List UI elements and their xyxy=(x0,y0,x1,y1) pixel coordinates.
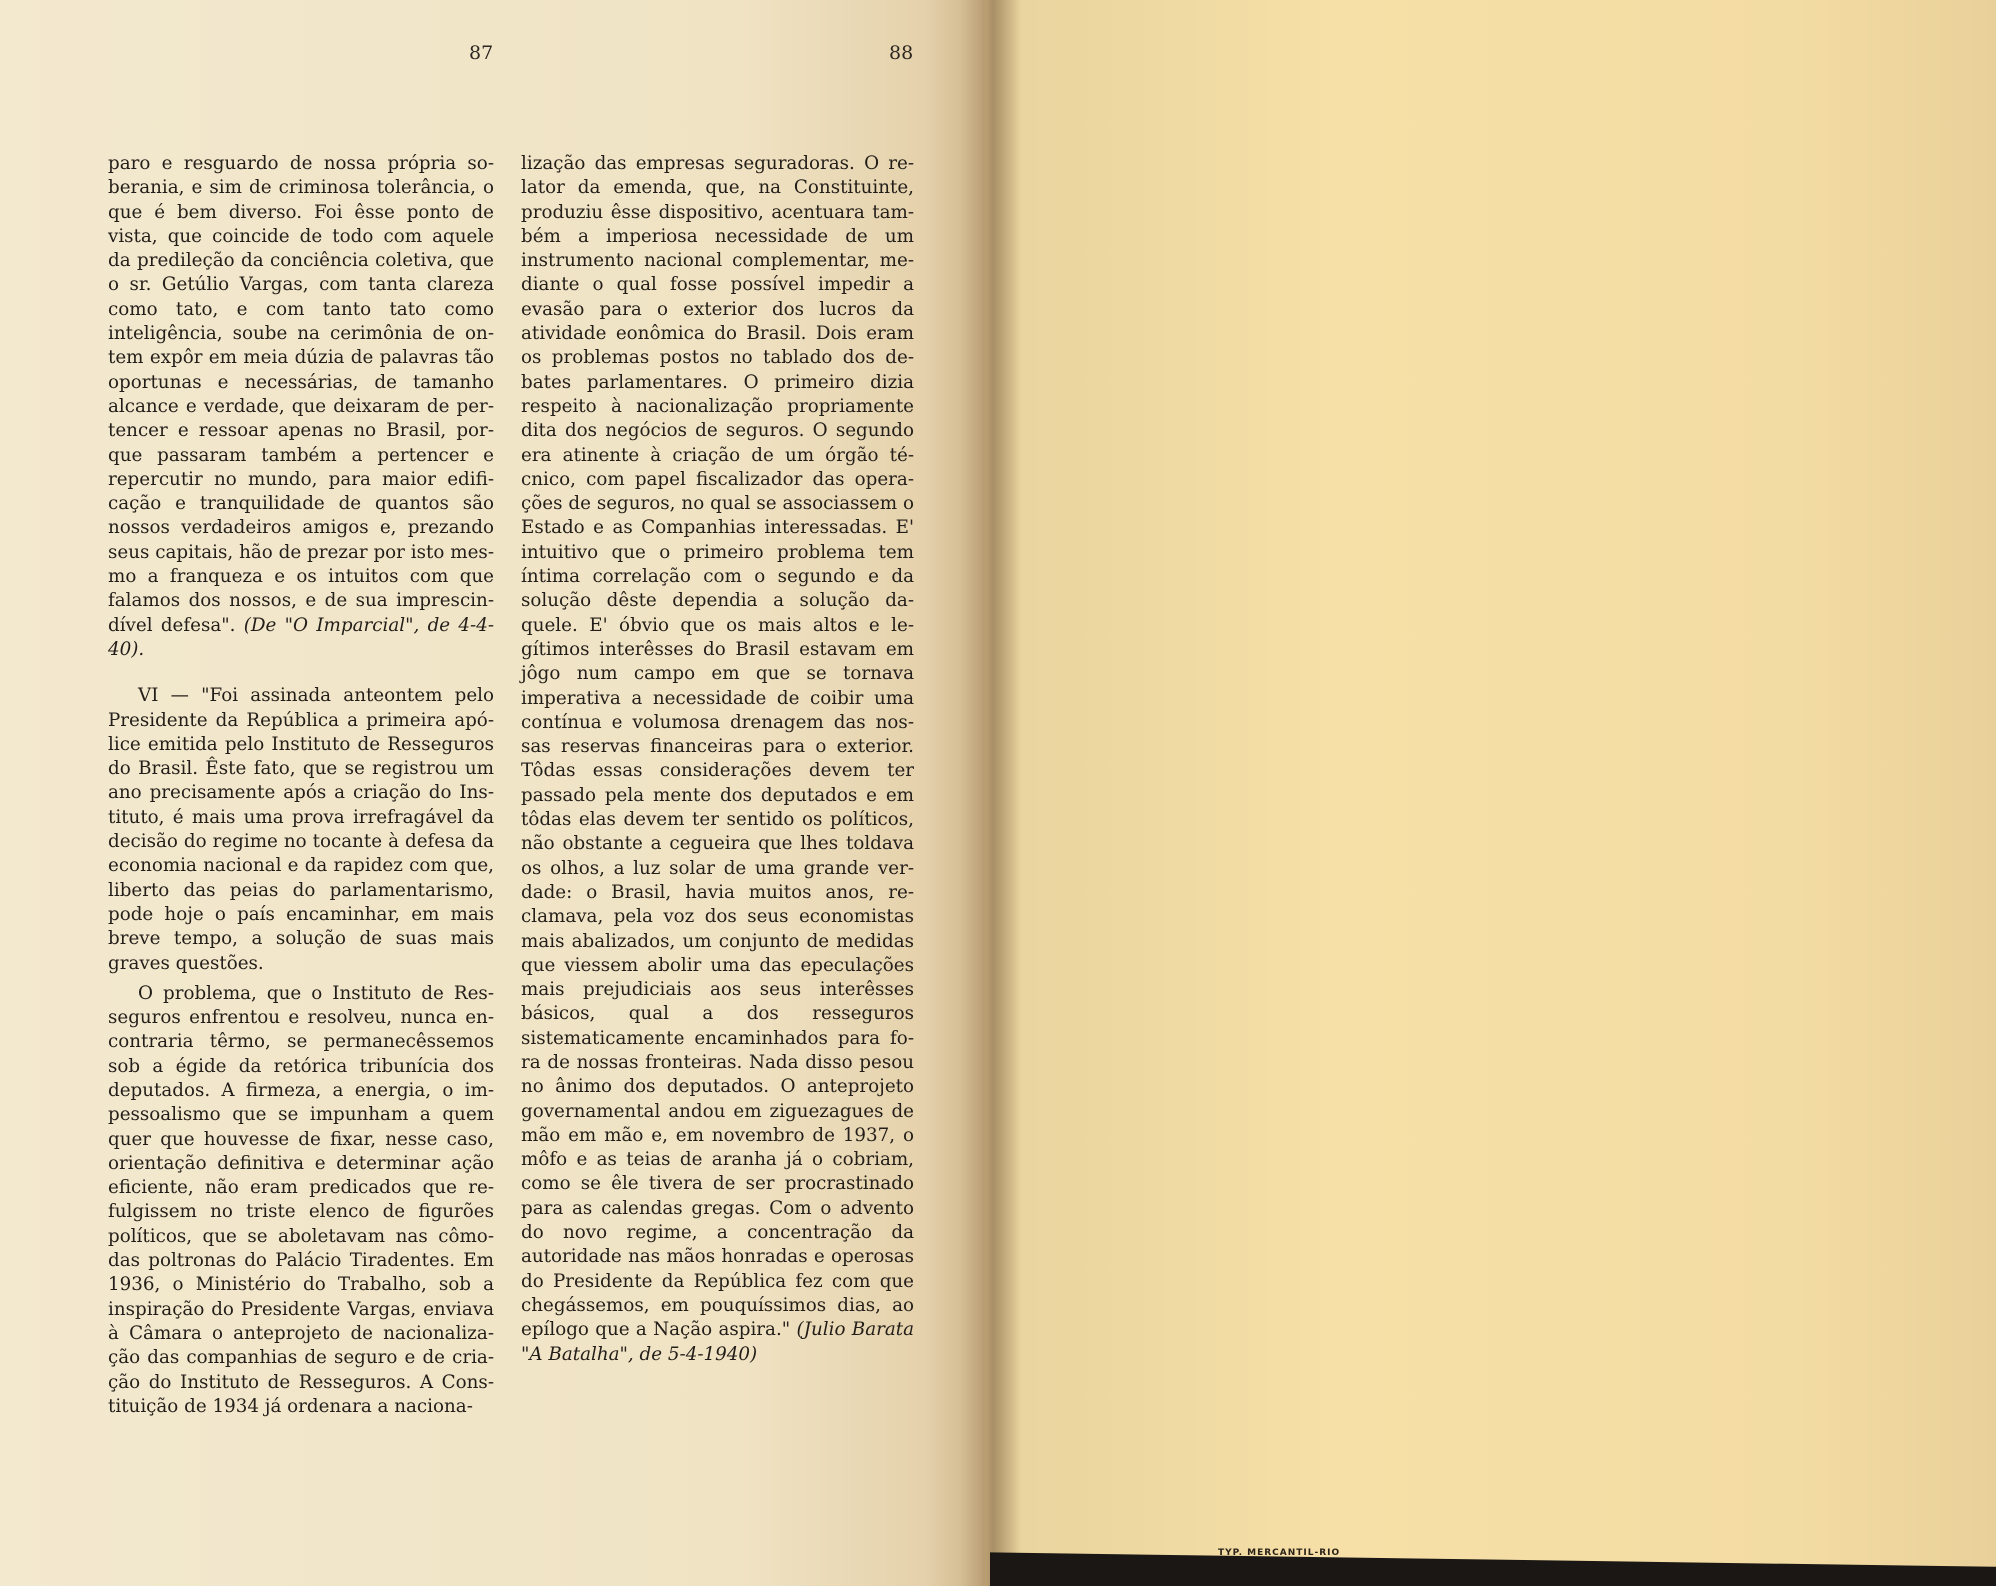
right-page xyxy=(982,0,1996,1586)
page-number-88: 88 xyxy=(889,42,914,64)
printer-imprint: TYP. MERCANTIL-RIO xyxy=(1218,1548,1341,1558)
paragraph: VI — "Foi assinada anteontem pelo Presidente da República a primeira apólice emitida pelo Instituto de Resseguros do Brasil. Êste fato, que se registrou um ano precisamente após a criação do Instituto, é mais uma prova irrefragável da decisão do regime no tocante à defesa da economia nacional e da rapidez com que, liberto das peias do parlamentarismo, pode hoje o país encaminhar, em mais breve tempo, a solução de suas mais graves questões. xyxy=(108,685,494,974)
citation: (De "O Imparcial", de 4-4-40). xyxy=(108,614,495,660)
text-column-2 xyxy=(521,152,914,1367)
citation: (Julio Barata "A Batalha", de 5-4-1940) xyxy=(521,1319,914,1365)
paragraph: paro e resguardo de nossa própria soberania, e sim de criminosa tolerância, o que é bem diverso. Foi êsse ponto de vista, que coincide de todo com aquele da predileção da conciência coletiva, que o sr. Getúlio Vargas, com tanta clareza como tato, e com tanto tato como inteligência, soube na cerimônia de ontem expôr em meia dúzia de palavras tão oportunas e necessárias, de tamanho alcance e verdade, que deixaram de pertencer e ressoar apenas no Brasil, porque passaram também a pertencer e repercutir no mundo, para maior edificação e tranquilidade de quantos são nossos verdadeiros amigos e, prezando seus capitais, hão de prezar por isto mesmo a franqueza e os intuitos com que falamos dos nossos, e de sua imprescindível defesa". (De "O Imparcial", de 4-4-40). xyxy=(108,153,495,660)
page-number-87: 87 xyxy=(469,42,494,64)
left-page xyxy=(0,0,982,1586)
paragraph: O problema, que o Instituto de Resseguros enfrentou e resolveu, nunca encontraria têrmo, se permanecêssemos sob a égide da retórica tribunícia dos deputados. A firmeza, a energia, o impessoalismo que se impunham a quem quer que houvesse de fixar, nesse caso, orientação definitiva e determinar ação eficiente, não eram predicados que refulgissem no triste elenco de figurões políticos, que se aboletavam nas cômodas poltronas do Palácio Tiradentes. Em 1936, o Ministério do Trabalho, sob a inspiração do Presidente Vargas, enviava à Câmara o anteprojeto de nacionalização das companhias de seguro e de criação do Instituto de Resseguros. A Constituição de 1934 já ordenara a naciona- xyxy=(108,982,494,1417)
paragraph: lização das empresas seguradoras. O relator da emenda, que, na Constituinte, produziu êsse dispositivo, acentuara também a imperiosa necessidade de um instrumento nacional complementar, mediante o qual fosse possível impedir a evasão para o exterior dos lucros da atividade eonômica do Brasil. Dois eram os problemas postos no tablado dos debates parlamentares. O primeiro dizia respeito à nacionalização propriamente dita dos negócios de seguros. O segundo era atinente à criação de um órgão técnico, com papel fiscalizador das operações de seguros, no qual se associassem o Estado e as Companhias interessadas. E' intuitivo que o primeiro problema tem íntima correlação com o segundo e da solução dêste dependia a solução daquele. E' óbvio que os mais altos e legítimos interêsses do Brasil estavam em jôgo num campo em que se tornava imperativa a necessidade de coibir uma contínua e volumosa drenagem das nossas reservas financeiras para o exterior. Tôdas essas considerações devem ter passado pela mente dos deputados e em tôdas elas devem ter sentido os políticos, não obstante a cegueira que lhes toldava os olhos, a luz solar de uma grande verdade: o Brasil, havia muitos anos, reclamava, pela voz dos seus economistas mais abalizados, um conjunto de medidas que viessem abolir uma das epeculações mais prejudiciais aos seus interêsses básicos, qual a dos resseguros sistematicamente encaminhados para fora de nossas fronteiras. Nada disso pesou no ânimo dos deputados. O anteprojeto governamental andou em ziguezagues de mão em mão e, em novembro de 1937, o môfo e as teias de aranha já o cobriam, como se êle tivera de ser procrastinado para as calendas gregas. Com o advento do novo regime, a concentração da autoridade nas mãos honradas e operosas do Presidente da República fez com que chegássemos, em pouquíssimos dias, ao epílogo que a Nação aspira." (Julio Barata "A Batalha", de 5-4-1940) xyxy=(521,153,914,1365)
text-column-1 xyxy=(108,152,494,1419)
